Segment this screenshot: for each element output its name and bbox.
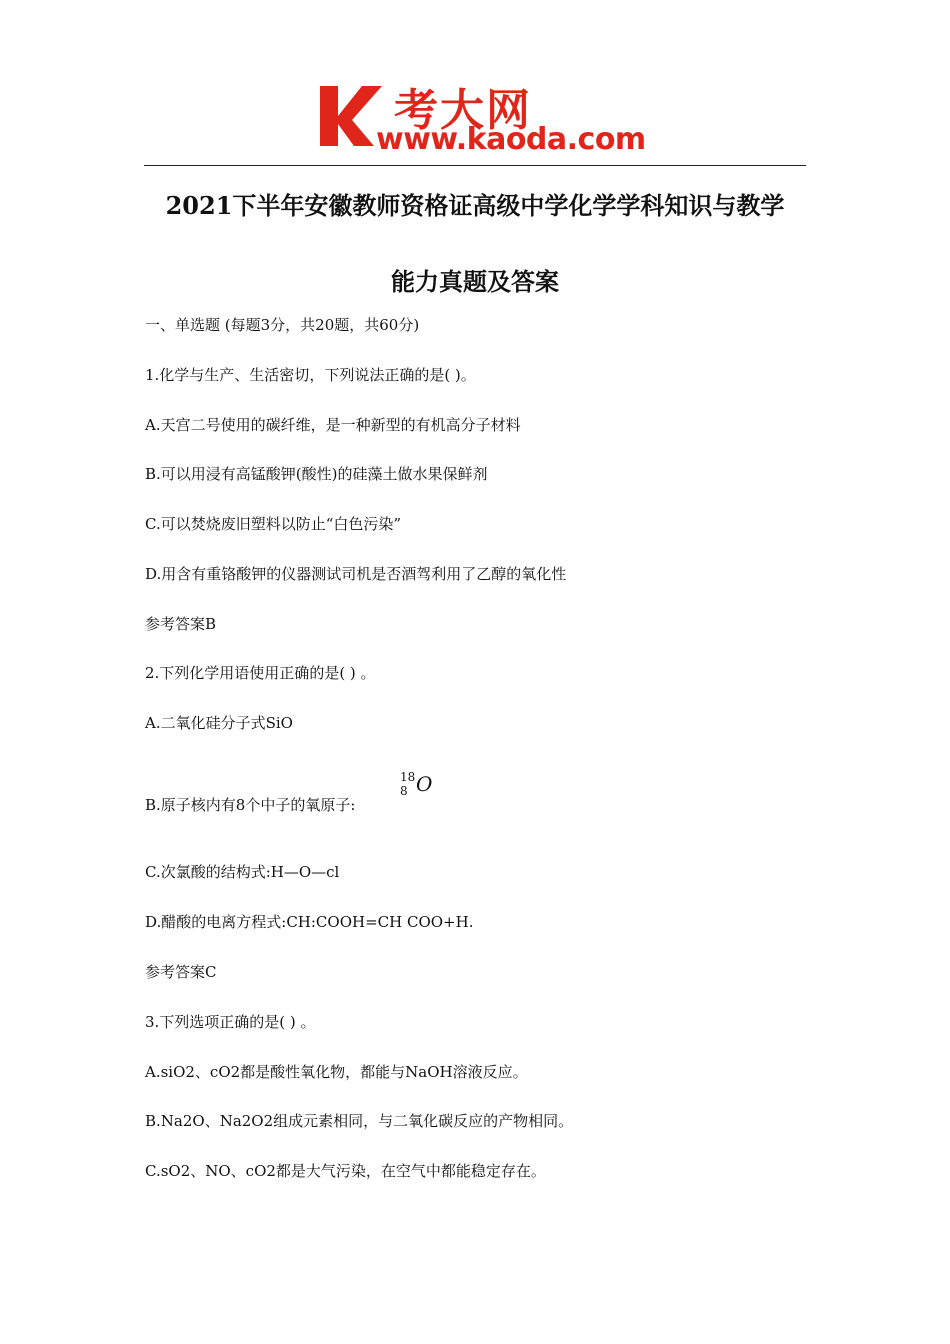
logo-text: 考大网 <box>394 85 532 136</box>
isotope-mass-number: 18 <box>400 770 416 784</box>
section-heading: 一、单选题 (每题3分，共20题，共60分) <box>145 316 420 334</box>
option: B.可以用浸有高锰酸钾(酸性)的硅藻土做水果保鲜剂 <box>145 465 488 483</box>
option: A.二氧化硅分子式SiO <box>145 714 293 732</box>
question-stem: 1.化学与生产、生活密切，下列说法正确的是( )。 <box>145 366 476 384</box>
option: C.可以焚烧废旧塑料以防止“白色污染” <box>145 515 402 533</box>
option: D.醋酸的电离方程式:CH:COOH=CH COO+H. <box>145 913 474 931</box>
answer: 参考答案C <box>145 963 217 981</box>
doc-title-line1: 2021下半年安徽教师资格证高级中学化学学科知识与教学 <box>165 191 785 220</box>
isotope-symbol: O <box>416 772 433 796</box>
logo-url: www.kaoda.com <box>376 122 646 157</box>
doc-title-line2: 能力真题及答案 <box>391 267 559 296</box>
kaoda-logo <box>318 78 646 158</box>
option: A.siO2、cO2都是酸性氧化物，都能与NaOH溶液反应。 <box>145 1063 528 1081</box>
option: D.用含有重铬酸钾的仪器测试司机是否酒驾利用了乙醇的氧化性 <box>145 565 567 583</box>
option: C.次氯酸的结构式:H—O—cl <box>145 863 340 881</box>
question-stem: 3.下列选项正确的是( ) 。 <box>145 1013 316 1031</box>
header-divider <box>144 165 806 166</box>
option: A.天宫二号使用的碳纤维，是一种新型的有机高分子材料 <box>145 416 521 434</box>
option: B.原子核内有8个中子的氧原子: <box>145 796 356 814</box>
question-stem: 2.下列化学用语使用正确的是( ) 。 <box>145 664 376 682</box>
answer: 参考答案B <box>145 615 217 633</box>
option: C.sO2、NO、cO2都是大气污染，在空气中都能稳定存在。 <box>145 1162 546 1180</box>
oxygen-isotope-formula <box>398 770 438 800</box>
option: B.Na2O、Na2O2组成元素相同，与二氧化碳反应的产物相同。 <box>145 1112 574 1130</box>
isotope-atomic-number: 8 <box>400 784 408 798</box>
